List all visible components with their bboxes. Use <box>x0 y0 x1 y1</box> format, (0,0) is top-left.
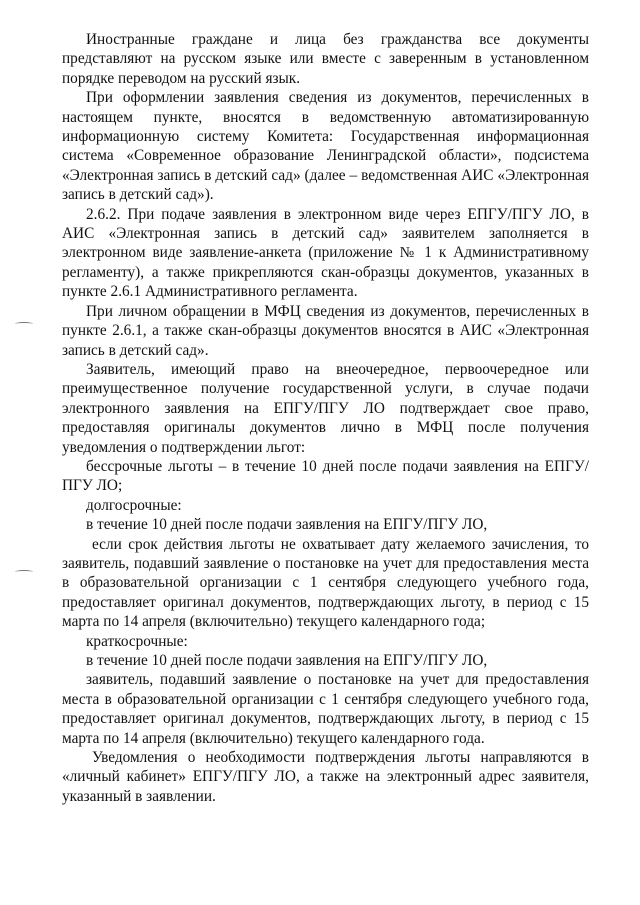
paragraph: При личном обращении в МФЦ сведения из документов, перечисленных в пункте 2.6.1, а также скан-образцы документов вносятся в АИС «Электронная запись в детский сад». <box>62 302 589 359</box>
paragraph: Уведомления о необходимости подтверждения льготы направляются в «личный кабинет» ЕПГУ/ПГУ ЛО, а также на электронный адрес заявителя, указанный в заявлении. <box>62 749 589 805</box>
paragraph: долгосрочные: <box>86 496 182 514</box>
paragraph: в течение 10 дней после подачи заявления на ЕПГУ/ПГУ ЛО, <box>86 516 488 534</box>
paragraph: бессрочные льготы – в течение 10 дней после подачи заявления на ЕПГУ/ПГУ ЛО; <box>62 457 589 495</box>
paragraph: Заявитель, имеющий право на внеочередное, первоочередное или преимущественное получение государственной услуги, в случае подачи электронного заявления на ЕПГУ/ПГУ ЛО подтверждает свое право, предоставляя оригиналы документов лично в МФЦ после получения уведомления о подтверждении льгот: <box>62 360 589 456</box>
paragraph: Иностранные граждане и лица без гражданства все документы представляют на русском языке или вместе с заверенным в установленном порядке переводом на русский язык. <box>62 31 589 87</box>
paragraph: в течение 10 дней после подачи заявления на ЕПГУ/ПГУ ЛО, <box>86 652 488 669</box>
paragraph: если срок действия льготы не охватывает дату желаемого зачисления, то заявитель, подавший заявление о постановке на учет для предоставления места в образовательной организации с 1 сентября следующего учебного года, предоставляет оригинал документов, подтверждающих льготу, в период с 15 марта по 14 апреля (включительно) текущего календарного года; <box>62 535 589 631</box>
margin-mark <box>15 570 33 574</box>
margin-mark <box>15 322 33 326</box>
paragraph: При оформлении заявления сведения из документов, перечисленных в настоящем пункте, вносятся в ведомственную автоматизированную информационную систему Комитета: Государственная информационная система «Современное образование Ленинградской области», подсистема «Электронная запись в детский сад» (далее – ведомственная АИС «Электронная запись в детский сад»). <box>62 89 589 204</box>
document-body <box>62 30 589 806</box>
paragraph: заявитель, подавший заявление о постановке на учет для предоставления места в образовательной организации с 1 сентября следующего учебного года, предоставляет оригинал документов, подтверждающих льготу, в период с 15 марта по 14 апреля (включительно) текущего календарного года. <box>62 671 589 747</box>
paragraph: краткосрочные: <box>86 632 188 650</box>
paragraph: 2.6.2. При подаче заявления в электронном виде через ЕПГУ/ПГУ ЛО, в АИС «Электронная запись в детский сад» заявителем заполняется в электронном виде заявление-анкета (приложение № 1 к Административному регламенту), а также прикрепляются скан-образцы документов, указанных в пункте 2.6.1 Административного регламента. <box>62 205 589 301</box>
